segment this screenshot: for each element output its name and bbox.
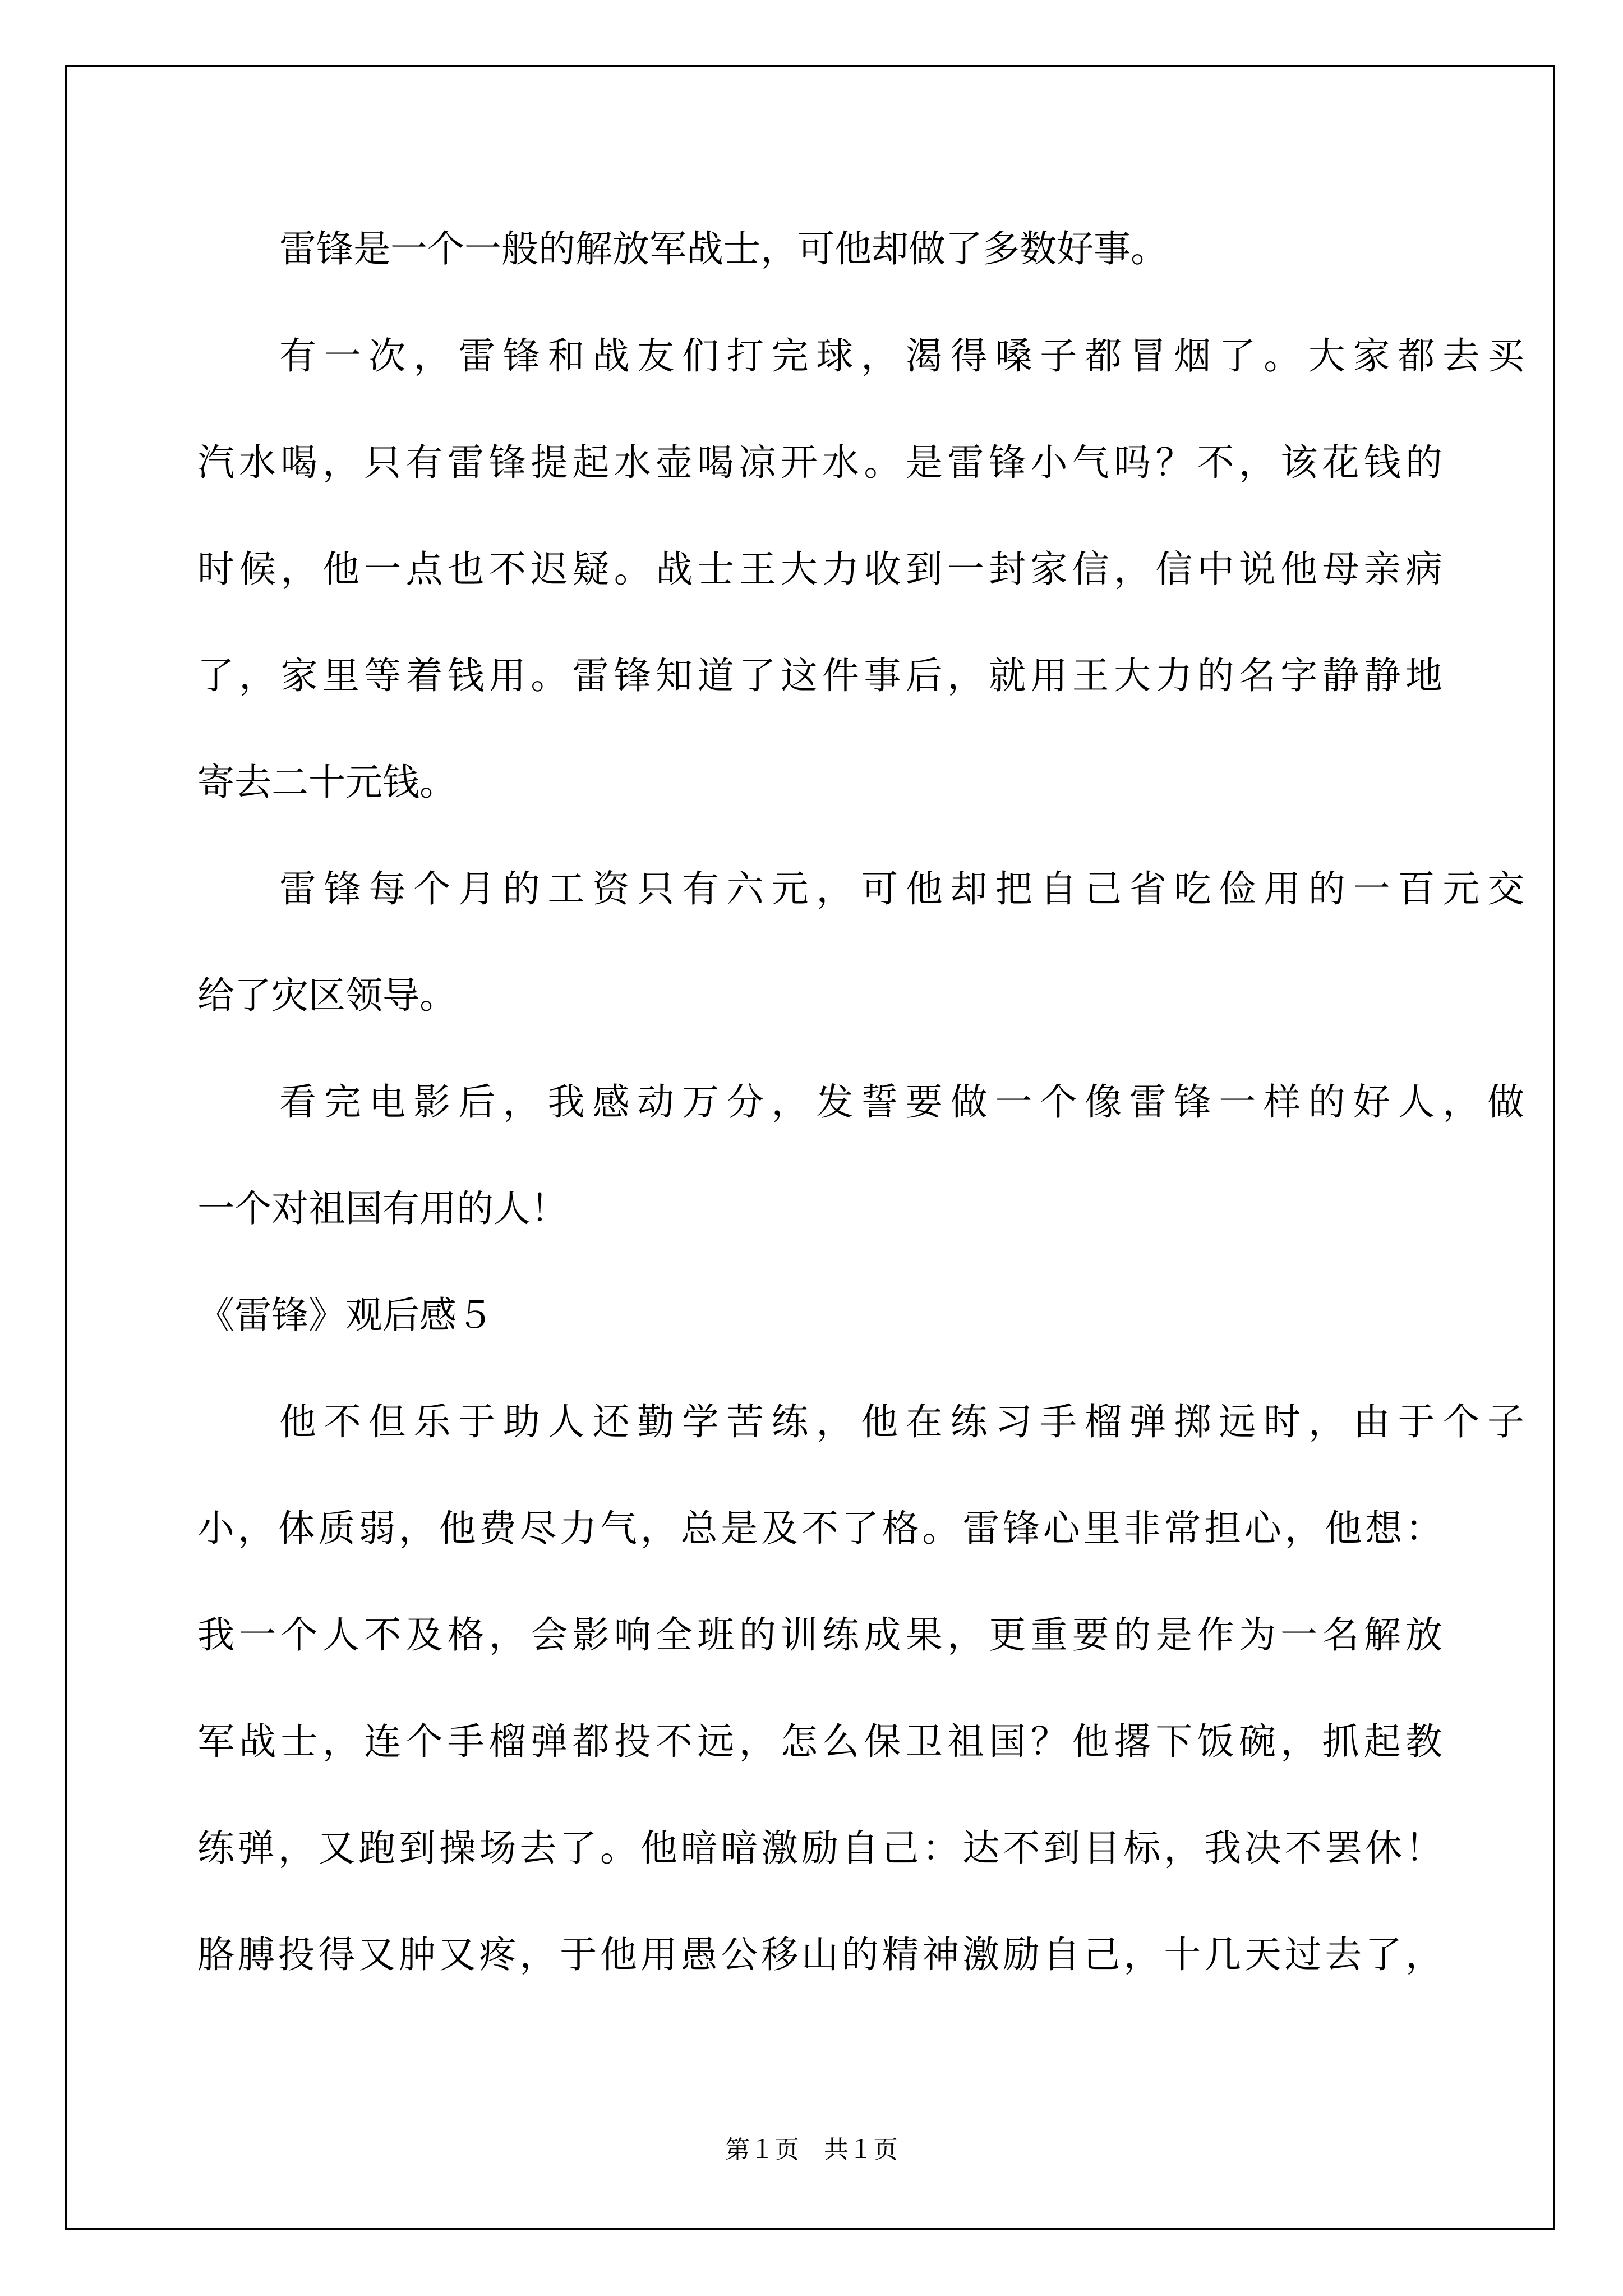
text-line: 汽水喝，只有雷锋提起水壶喝凉开水。是雷锋小气吗？不，该花钱的 (197, 441, 1442, 484)
text-line: 有一次，雷锋和战友们打完球，渴得嗓子都冒烟了。大家都去买 (279, 334, 1524, 378)
text-line: 胳膊投得又肿又疼，于他用愚公移山的精神激励自己，十几天过去了， (197, 1933, 1442, 1976)
text-line: 时候，他一点也不迟疑。战士王大力收到一封家信，信中说他母亲病 (197, 547, 1442, 591)
section-heading: 《雷锋》观后感５ (197, 1294, 494, 1337)
text-line: 了，家里等着钱用。雷锋知道了这件事后，就用王大力的名字静静地 (197, 654, 1442, 697)
page-border (65, 65, 1555, 2230)
text-line: 一个对祖国有用的人！ (197, 1187, 568, 1230)
text-line: 寄去二十元钱。 (197, 761, 457, 804)
page-footer (0, 2134, 1623, 2166)
text-line: 练弹，又跑到操场去了。他暗暗激励自己：达不到目标，我决不罢休！ (197, 1826, 1442, 1870)
text-line: 我一个人不及格，会影响全班的训练成果，更重要的是作为一名解放 (197, 1613, 1442, 1657)
text-line: 雷锋是一个一般的解放军战士，可他却做了多数好事。 (279, 227, 1168, 270)
text-line: 看完电影后，我感动万分，发誓要做一个像雷锋一样的好人，做 (279, 1080, 1524, 1124)
text-line: 军战士，连个手榴弹都投不远，怎么保卫祖国？他撂下饭碗，抓起教 (197, 1720, 1442, 1763)
text-line: 他不但乐于助人还勤学苦练，他在练习手榴弹掷远时，由于个子 (279, 1400, 1524, 1443)
text-line: 雷锋每个月的工资只有六元，可他却把自己省吃俭用的一百元交 (279, 867, 1524, 910)
page-number: 第１页 (725, 2136, 799, 2164)
text-line: 小，体质弱，他费尽力气，总是及不了格。雷锋心里非常担心，他想： (197, 1507, 1442, 1550)
page-total: 共１页 (824, 2136, 898, 2164)
text-line: 给了灾区领导。 (197, 974, 457, 1017)
